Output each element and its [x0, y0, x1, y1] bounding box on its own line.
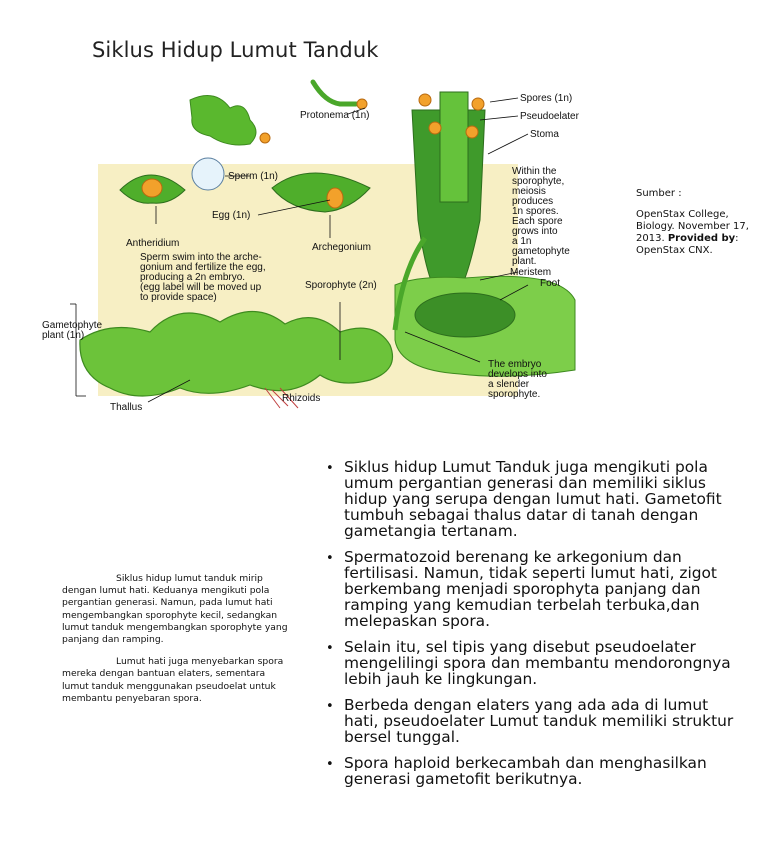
label-within-2: sporophyte, [512, 176, 565, 187]
label-embryo-3: a slender [488, 379, 530, 390]
spore-dot [419, 94, 431, 106]
label-sperm: Sperm (1n) [228, 171, 279, 182]
bullet-dot: • [326, 757, 334, 772]
label-swim-1: Sperm swim into the arche- [140, 252, 262, 263]
sporophyte-core [440, 92, 468, 202]
antheridium-shape [142, 179, 162, 197]
label-thallus: Thallus [110, 402, 143, 413]
label-stoma: Stoma [530, 129, 559, 140]
diagram-svg [40, 70, 600, 430]
label-within-9: gametophyte [512, 246, 570, 257]
bullet-text: Siklus hidup Lumut Tanduk juga mengikuti pola umum pergantian generasi dan memiliki siklus hidup yang serupa dengan lumut hati. Gametofit tumbuh sebagai thalus datar di tanah dengan gametangia tertanam. [344, 458, 722, 540]
list-item [326, 549, 744, 629]
bullet-dot: • [326, 461, 334, 476]
label-embryo-2: develops into [488, 369, 547, 380]
label-pseudoelater: Pseudoelater [520, 111, 579, 122]
young-thallus-shape [190, 96, 256, 146]
spore-dot [466, 126, 478, 138]
sperm-inset [192, 158, 224, 190]
label-foot: Foot [540, 278, 561, 289]
list-item [326, 755, 744, 787]
label-archegonium: Archegonium [312, 242, 371, 253]
label-embryo-1: The embryo [488, 359, 542, 370]
list-item [326, 639, 744, 687]
source-citation [636, 188, 761, 257]
label-protonema: Protonema (1n) [300, 110, 370, 121]
bullet-dot: • [326, 641, 334, 656]
label-swim-3: producing a 2n embryo. [140, 272, 246, 283]
label-within-6: Each spore [512, 216, 563, 227]
bullet-text: Spora haploid berkecambah dan menghasilkan generasi gametofit berikutnya. [344, 754, 707, 788]
protonema-shape [313, 82, 356, 104]
label-egg: Egg (1n) [212, 210, 251, 221]
label-within-10: plant. [512, 256, 537, 267]
bullet-text: Berbeda dengan elaters yang ada ada di lumut hati, pseudoelater Lumut tanduk memiliki struktur bersel tunggal. [344, 696, 734, 746]
spore-dot [429, 122, 441, 134]
note-paragraph-1: Siklus hidup lumut tanduk mirip dengan lumut hati. Keduanya mengikuti pola pergantian generasi. Namun, pada lumut hati mengembangkan sporophyte kecil, sedangkan lumut tanduk mengembangkan sporophyte yang panjang dan ramping. [62, 573, 288, 646]
label-rhizoids: Rhizoids [282, 393, 321, 404]
source-provided-label: Provided by [667, 233, 736, 244]
label-meristem: Meristem [510, 267, 552, 278]
source-text [636, 209, 761, 257]
label-within-3: meiosis [512, 186, 546, 197]
label-swim-4: (egg label will be moved up [140, 282, 262, 293]
label-gametophyte-2: plant (1n) [42, 330, 85, 341]
spore-dot [472, 98, 484, 110]
list-item [326, 459, 744, 539]
source-heading: Sumber : [636, 188, 682, 199]
label-spores: Spores (1n) [520, 93, 573, 104]
label-within-1: Within the [512, 166, 557, 177]
hornwort-life-cycle-diagram [40, 70, 600, 430]
label-embryo-4: sporophyte. [488, 389, 541, 400]
list-item [326, 697, 744, 745]
note-paragraph-2: Lumut hati juga menyebarkan spora mereka dengan bantuan elaters, sementara lumut tanduk menggunakan pseudoelat untuk membantu penyebaran spora. [62, 656, 284, 704]
bullet-dot: • [326, 551, 334, 566]
spore-dot [260, 133, 270, 143]
source-line: OpenStax College, Biology. November 17, 2013. [636, 209, 749, 244]
label-within-8: a 1n [512, 236, 532, 247]
bullet-text: Spermatozoid berenang ke arkegonium dan fertilisasi. Namun, tidak seperti lumut hati, zigot berkembang menjadi sporophyta panjang dan ramping yang kemudian terbelah terbuka,dan melepaskan spora. [344, 548, 717, 630]
label-within-4: produces [512, 196, 554, 207]
label-sporophyte: Sporophyte (2n) [305, 280, 377, 291]
source-provided-value: : OpenStax CNX. [636, 233, 739, 256]
bullet-list [326, 459, 744, 797]
summary-note [62, 573, 290, 715]
egg-shape [327, 188, 343, 208]
bullet-dot: • [326, 699, 334, 714]
spore-dot [357, 99, 367, 109]
label-swim-2: gonium and fertilize the egg, [140, 262, 266, 273]
label-swim-5: to provide space) [140, 292, 217, 303]
bullet-text: Selain itu, sel tipis yang disebut pseudoelater mengelilingi spora dan membantu mendorongnya lebih jauh ke lingkungan. [344, 638, 731, 688]
label-gametophyte-1: Gametophyte [42, 320, 103, 331]
label-antheridium: Antheridium [126, 238, 180, 249]
label-within-7: grows into [512, 226, 558, 237]
page-title: Siklus Hidup Lumut Tanduk [92, 38, 379, 62]
label-within-5: 1n spores. [512, 206, 559, 217]
